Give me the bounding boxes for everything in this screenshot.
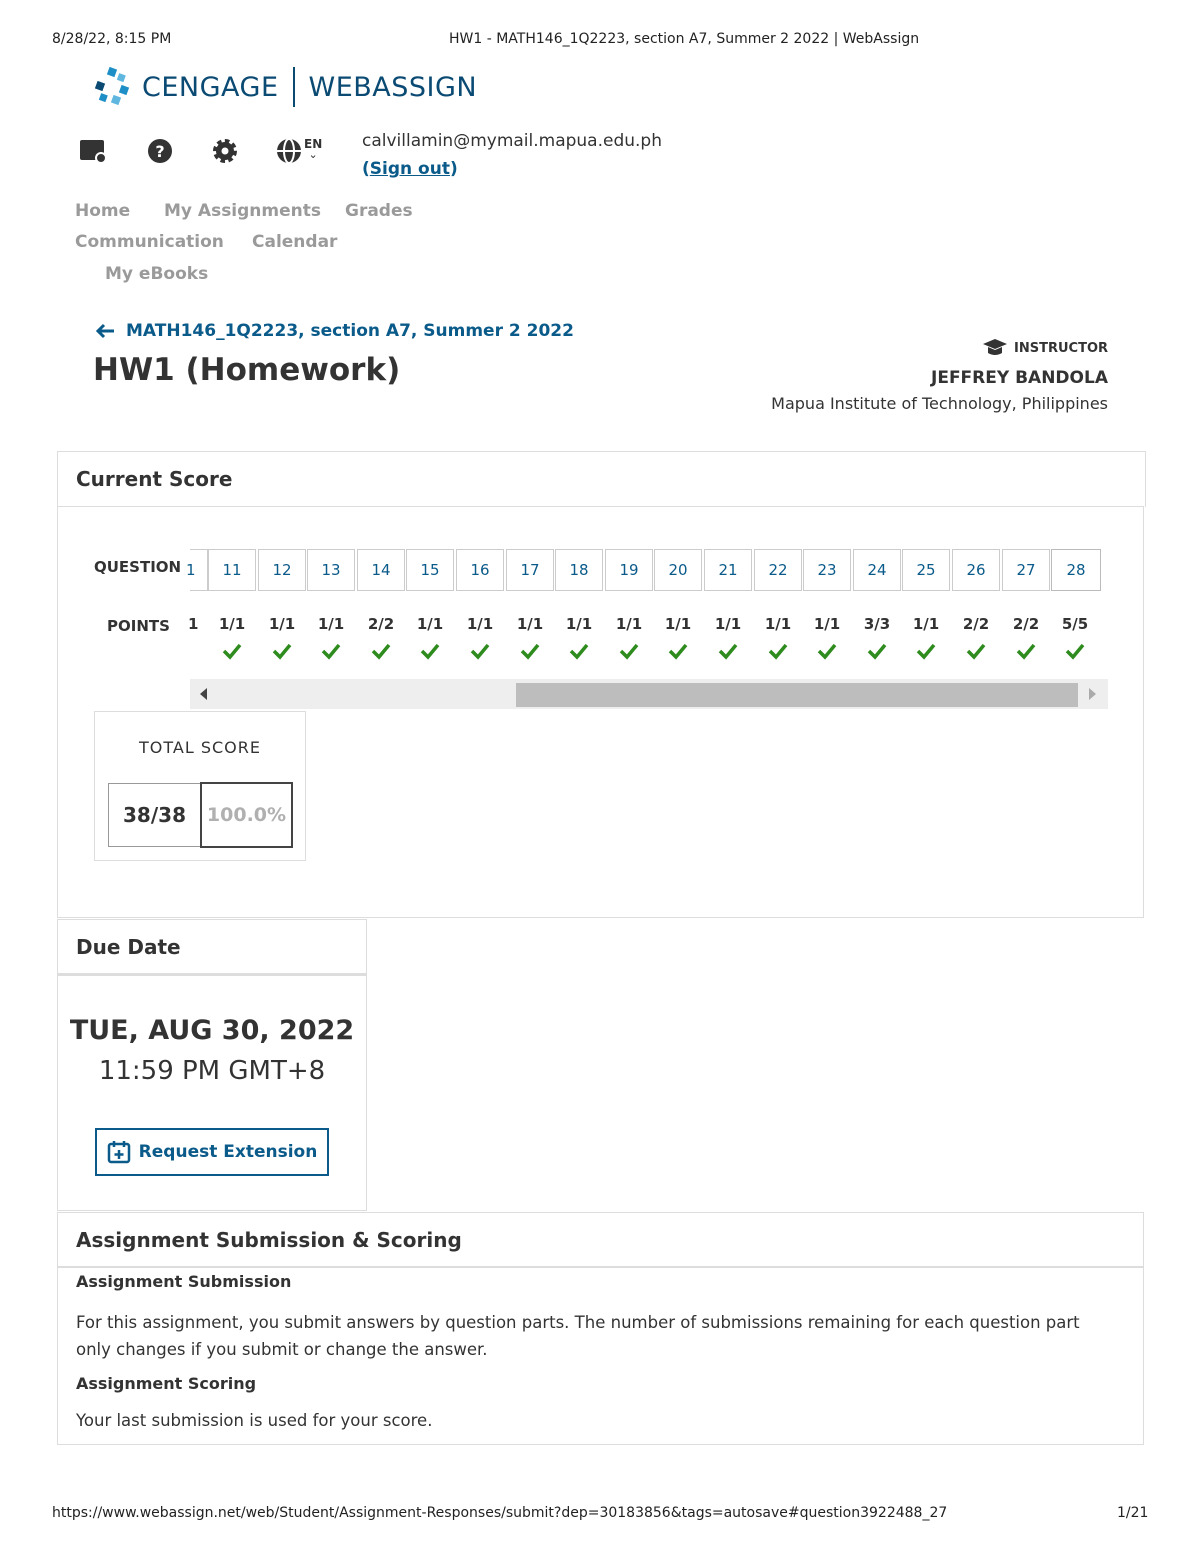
question-cell-12[interactable]: 12: [258, 549, 306, 591]
submission-header: [57, 1212, 1144, 1266]
submission-text: For this assignment, you submit answers by question parts. The number of submissions remaining for each question part only changes if you submit or change the answer.: [76, 1313, 1080, 1359]
points-row-label: POINTS: [107, 617, 170, 635]
correct-check-icon: [406, 642, 454, 660]
points-cell-20: 1/1: [664, 615, 692, 633]
points-cell-17: 1/1: [516, 615, 544, 633]
points-cell-16: 1/1: [466, 615, 494, 633]
points-cell-24: 3/3: [863, 615, 891, 633]
points-cell-26: 2/2: [962, 615, 990, 633]
question-cell-23[interactable]: 23: [803, 549, 851, 591]
submission-body: [57, 1266, 1144, 1445]
points-cell-23: 1/1: [813, 615, 841, 633]
correct-check-icon: [208, 642, 256, 660]
points-cell-14: 2/2: [367, 615, 395, 633]
correct-check-icon: [853, 642, 901, 660]
scoring-subheading: Assignment Scoring: [76, 1374, 257, 1393]
brand-webassign: WEBASSIGN: [308, 71, 478, 103]
brand-cengage: CENGAGE: [142, 71, 279, 103]
language-selector[interactable]: [276, 138, 322, 164]
points-cell-28: 5/5: [1061, 615, 1089, 633]
arrow-left-icon: [96, 323, 116, 339]
page-title: HW1 (Homework): [93, 352, 401, 388]
points-cell-19: 1/1: [615, 615, 643, 633]
question-cell-15[interactable]: 15: [406, 549, 454, 591]
svg-text:?: ?: [155, 142, 165, 161]
globe-icon: [276, 138, 302, 164]
print-datetime: 8/28/22, 8:15 PM: [52, 31, 172, 47]
points-cell-22: 1/1: [764, 615, 792, 633]
total-percent: 100.0%: [200, 782, 293, 848]
question-cell-partial[interactable]: [186, 549, 208, 591]
total-score-label: TOTAL SCORE: [139, 738, 261, 757]
nav-home[interactable]: Home: [75, 201, 131, 221]
scoring-text: Your last submission is used for your score.: [76, 1411, 433, 1430]
question-cell-25[interactable]: 25: [902, 549, 950, 591]
messages-icon[interactable]: [79, 137, 107, 165]
instructor-label: INSTRUCTOR: [1014, 340, 1108, 356]
question-cell-28[interactable]: 28: [1051, 549, 1101, 591]
question-cell-26[interactable]: 26: [952, 549, 1000, 591]
question-cell-19[interactable]: 19: [605, 549, 653, 591]
correct-check-icon: [555, 642, 603, 660]
question-cell-16[interactable]: 16: [456, 549, 504, 591]
due-date-heading: Due Date: [76, 935, 181, 959]
points-cell-13: 1/1: [317, 615, 345, 633]
calendar-plus-icon: [107, 1140, 131, 1164]
points-cell-18: 1/1: [565, 615, 593, 633]
print-page-number: 1/21: [1117, 1505, 1149, 1521]
submission-heading: Assignment Submission & Scoring: [76, 1228, 462, 1252]
correct-check-icon: [605, 642, 653, 660]
question-cell-21[interactable]: 21: [704, 549, 752, 591]
nav-calendar[interactable]: Calendar: [252, 232, 338, 252]
points-cell-21: 1/1: [714, 615, 742, 633]
nav-my-ebooks[interactable]: My eBooks: [105, 264, 209, 284]
due-date-body: [57, 974, 367, 1211]
question-cell-24[interactable]: 24: [853, 549, 901, 591]
points-cell-12: 1/1: [268, 615, 296, 633]
help-icon[interactable]: [146, 137, 174, 165]
sign-out-paren-open: (: [362, 159, 370, 179]
settings-gear-icon[interactable]: [211, 137, 239, 165]
correct-check-icon: [704, 642, 752, 660]
correct-check-icon: [307, 642, 355, 660]
sign-out-paren-close: ): [449, 159, 458, 179]
request-extension-label: Request Extension: [138, 1142, 318, 1162]
correct-check-icon: [1002, 642, 1050, 660]
total-points: 38/38: [108, 783, 201, 847]
submission-subheading: Assignment Submission: [76, 1272, 292, 1291]
correct-check-icon: [654, 642, 702, 660]
question-cell-11[interactable]: 11: [208, 549, 256, 591]
cengage-webassign-logo[interactable]: [92, 66, 477, 108]
total-score-box: [94, 711, 306, 861]
current-score-heading: Current Score: [76, 467, 233, 491]
language-code: EN: [304, 137, 323, 151]
nav-my-assignments[interactable]: My Assignments: [164, 201, 322, 221]
points-cell-11: 1/1: [218, 615, 246, 633]
cengage-logo-icon: [92, 66, 134, 108]
question-cell-22[interactable]: 22: [754, 549, 802, 591]
question-cell-13[interactable]: 13: [307, 549, 355, 591]
points-cell-27: 2/2: [1012, 615, 1040, 633]
instructor-name: JEFFREY BANDOLA: [931, 368, 1108, 388]
score-scrollbar[interactable]: [190, 679, 1108, 709]
scroll-left-icon[interactable]: [198, 687, 208, 706]
sign-out-wrapper: [362, 159, 458, 179]
question-row-label: QUESTION: [94, 558, 182, 576]
correct-check-icon: [754, 642, 802, 660]
graduation-cap-icon: [982, 338, 1008, 358]
scroll-right-icon[interactable]: [1088, 687, 1098, 706]
print-page-title: HW1 - MATH146_1Q2223, section A7, Summer 2 2022 | WebAssign: [449, 31, 920, 47]
due-date-time: 11:59 PM GMT+8: [98, 1056, 326, 1086]
question-cell-18[interactable]: 18: [555, 549, 603, 591]
points-cell-partial: [190, 615, 198, 633]
correct-check-icon: [456, 642, 504, 660]
user-email: calvillamin@mymail.mapua.edu.ph: [362, 131, 662, 151]
course-back-link[interactable]: [96, 321, 574, 341]
scroll-thumb[interactable]: [516, 683, 1078, 707]
correct-check-icon: [952, 642, 1000, 660]
correct-check-icon: [258, 642, 306, 660]
question-partial-num: 1: [186, 561, 196, 579]
sign-out-link[interactable]: Sign out: [369, 159, 450, 179]
question-cell-27[interactable]: 27: [1002, 549, 1050, 591]
due-date-date: TUE, AUG 30, 2022: [69, 1015, 355, 1046]
nav-communication[interactable]: Communication: [75, 232, 224, 252]
brand-divider: [293, 67, 295, 107]
correct-check-icon: [357, 642, 405, 660]
instructor-institution: Mapua Institute of Technology, Philippines: [771, 394, 1108, 413]
print-url: https://www.webassign.net/web/Student/Assignment-Responses/submit?dep=30183856&tags=autosave#question3922488_27: [52, 1505, 948, 1521]
instructor-label-row: [982, 338, 1108, 358]
course-name: MATH146_1Q2223, section A7, Summer 2 2022: [126, 321, 574, 341]
correct-check-icon: [902, 642, 950, 660]
request-extension-button[interactable]: [95, 1128, 329, 1176]
due-date-header: [57, 919, 367, 974]
question-cell-20[interactable]: 20: [654, 549, 702, 591]
correct-check-icon: [506, 642, 554, 660]
points-partial-value: 1: [188, 615, 199, 633]
current-score-header: [57, 451, 1146, 507]
correct-check-icon: [803, 642, 851, 660]
points-cell-25: 1/1: [912, 615, 940, 633]
points-cell-15: 1/1: [416, 615, 444, 633]
nav-grades[interactable]: Grades: [345, 201, 413, 221]
question-cell-17[interactable]: 17: [506, 549, 554, 591]
chevron-down-icon: ⌄: [308, 149, 318, 161]
question-cell-14[interactable]: 14: [357, 549, 405, 591]
correct-check-icon: [1051, 642, 1099, 660]
